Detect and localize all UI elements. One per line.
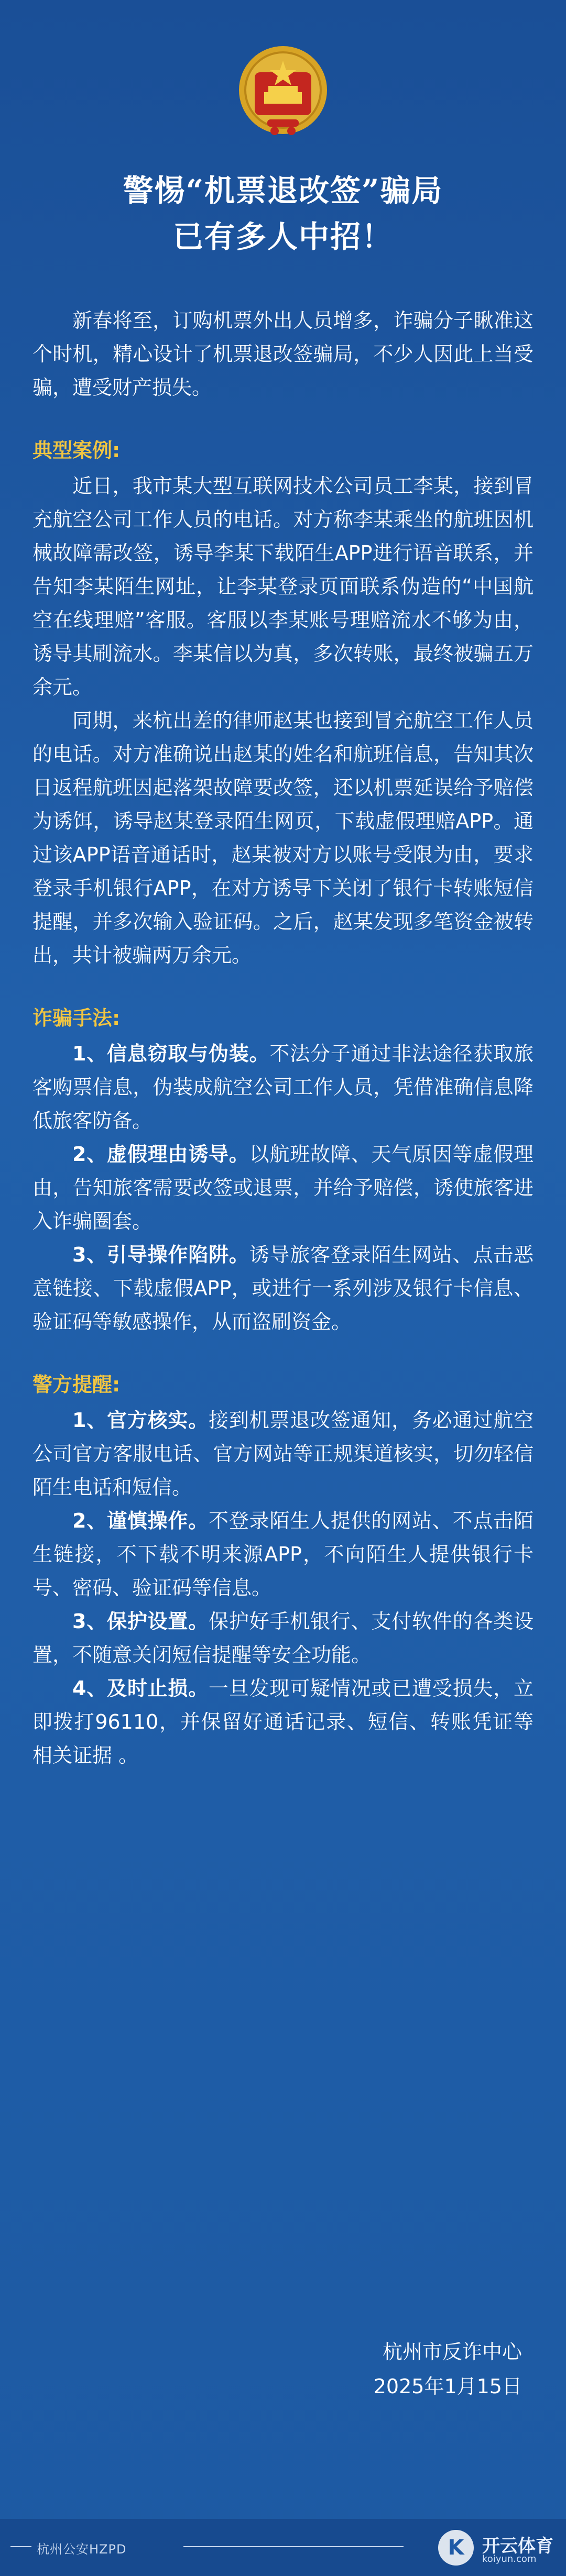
footer-divider-left [10, 2546, 31, 2547]
watermark-url: koiyun.com [482, 2553, 537, 2564]
intro-paragraph: 新春将至，订购机票外出人员增多，诈骗分子瞅准这个时机，精心设计了机票退改签骗局，不少人因此上当受骗，遭受财产损失。 [32, 309, 534, 399]
tip-item-3 [32, 1605, 534, 1672]
case-paragraph-2: 同期，来杭出差的律师赵某也接到冒充航空工作人员的电话。对方准确说出赵某的姓名和航班信息，告知其次日返程航班因起落架故障要改签，还以机票延误给予赔偿为诱饵，诱导赵某登录陌生网页，下载虚假理赔APP。通过该APP语音通话时，赵某被对方以账号受限为由，要求登录手机银行APP，在对方诱导下关闭了银行卡转账短信提醒，并多次输入验证码。之后，赵某发现多笔资金被转出，共计被骗两万余元。 [32, 709, 534, 967]
national-emblem-icon [234, 41, 332, 139]
tip-item-1 [32, 1403, 534, 1504]
page-title-line2: 已有多人中招！ [172, 219, 393, 255]
method-item-3 [32, 1238, 534, 1339]
method-item-3-text: 诱导旅客登录陌生网站、点击恶意链接、下载虚假APP，或进行一系列涉及银行卡信息、验证码等敏感操作，从而盗刷资金。 [32, 1243, 534, 1333]
method-item-2-title: 2、虚假理由诱导。 [72, 1143, 249, 1166]
watermark-name: 开云体育 [482, 2536, 553, 2557]
svg-text:K: K [448, 2536, 464, 2560]
signature-block [374, 2335, 522, 2404]
signature-date: 2025年1月15日 [373, 2375, 522, 2398]
method-item-3-title: 3、引导操作陷阱。 [72, 1243, 249, 1266]
page-title-line1: 警惕“机票退改签”骗局 [123, 173, 443, 208]
cases-heading: 典型案例: [32, 439, 121, 462]
tip-item-2 [32, 1504, 534, 1605]
tip-item-4-title: 4、及时止损。 [72, 1677, 209, 1700]
footer-divider-right [183, 2546, 404, 2547]
methods-heading: 诈骗手法: [32, 1007, 121, 1030]
method-item-1-title: 1、信息窃取与伪装。 [72, 1042, 270, 1065]
method-item-1-text: 不法分子通过非法途径获取旅客购票信息，伪装成航空公司工作人员，凭借准确信息降低旅客防备。 [32, 1042, 534, 1132]
footer-brand: 杭州公安HZPD [37, 2542, 127, 2557]
method-item-2-text: 以航班故障、天气原因等虚假理由，告知旅客需要改签或退票，并给予赔偿，诱使旅客进入诈骗圈套。 [32, 1143, 534, 1233]
tip-item-4-text: 一旦发现可疑情况或已遭受损失，立即拨打96110，并保留好通话记录、短信、转账凭证等相关证据 。 [32, 1677, 534, 1767]
article-body [32, 304, 534, 1772]
tip-item-2-title: 2、谨慎操作。 [72, 1509, 209, 1532]
tip-item-3-text: 保护好手机银行、支付软件的各类设置，不随意关闭短信提醒等安全功能。 [32, 1610, 534, 1666]
tip-item-1-text: 接到机票退改签通知，务必通过航空公司官方客服电话、官方网站等正规渠道核实，切勿轻信陌生电话和短信。 [32, 1409, 534, 1499]
case-paragraph-1: 近日，我市某大型互联网技术公司员工李某，接到冒充航空公司工作人员的电话。对方称李某乘坐的航班因机械故障需改签，诱导李某下载陌生APP进行语音联系，并告知李某陌生网址，让李某登录页面联系伪造的“中国航空在线理赔”客服。客服以李某账号理赔流水不够为由，诱导其刷流水。李某信以为真，多次转账，最终被骗五万余元。 [32, 474, 534, 699]
tips-heading: 警方提醒: [32, 1373, 121, 1396]
tip-item-2-text: 不登录陌生人提供的网站、不点击陌生链接，不下载不明来源APP，不向陌生人提供银行卡号、密码、验证码等信息。 [32, 1509, 534, 1599]
tip-item-3-title: 3、保护设置。 [72, 1610, 209, 1633]
tip-item-1-title: 1、官方核实。 [72, 1409, 209, 1432]
signature-org: 杭州市反诈中心 [382, 2340, 522, 2363]
tip-item-4 [32, 1672, 534, 1772]
method-item-1 [32, 1037, 534, 1137]
method-item-2 [32, 1137, 534, 1238]
